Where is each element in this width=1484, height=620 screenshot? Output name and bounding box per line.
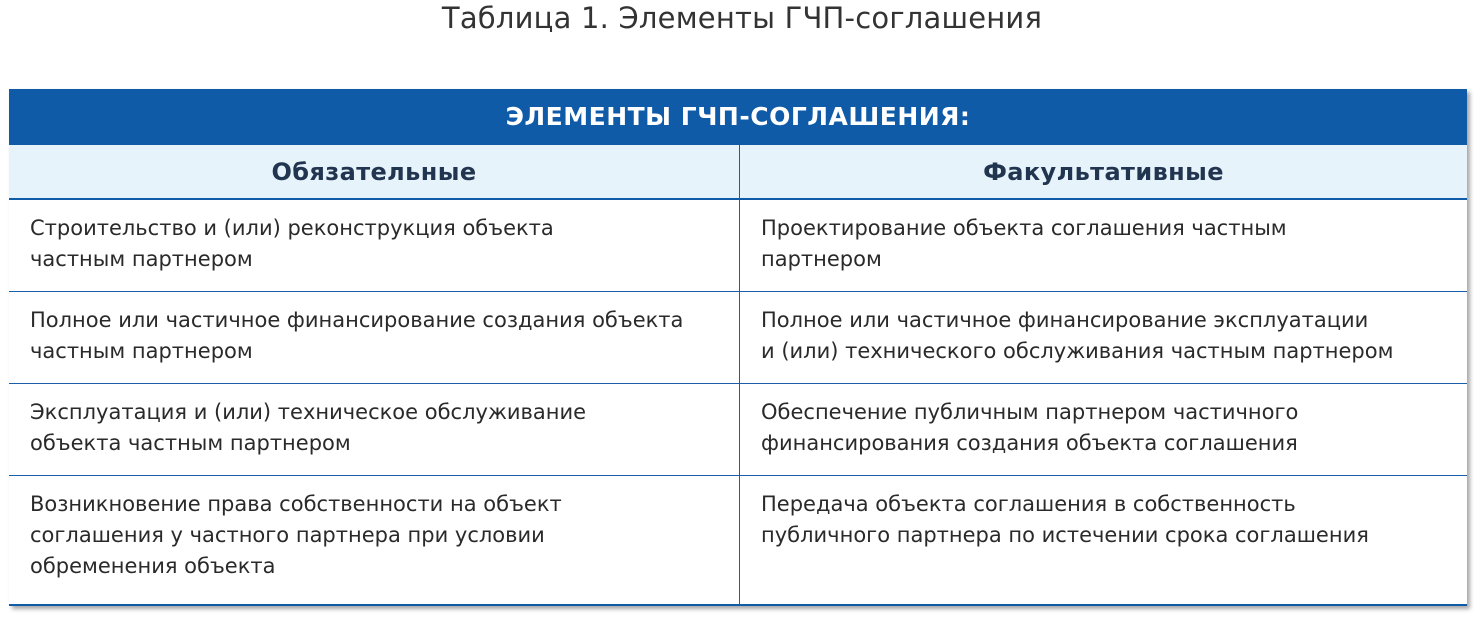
table-banner: ЭЛЕМЕНТЫ ГЧП-СОГЛАШЕНИЯ: [9,89,1467,145]
cell-text-line: Строительство и (или) реконструкция объекта [30,216,554,240]
table-cell-optional [740,292,1467,384]
table-cell-mandatory [9,292,740,384]
cell-text-line: Полное или частичное финансирование создания объекта [30,308,684,332]
cell-text-line: Полное или частичное финансирование эксплуатации [761,308,1369,332]
cell-text-line: соглашения у частного партнера при условии [30,523,545,547]
cell-text-line: и (или) технического обслуживания частным партнером [761,339,1394,363]
table-cell-optional [740,200,1467,292]
table-cell-mandatory [9,200,740,292]
cell-text-line: частным партнером [30,339,253,363]
cell-text-line: обременения объекта [30,554,276,578]
table-grid [9,145,1467,606]
cell-text-line: Обеспечение публичным партнером частичного [761,400,1299,424]
cell-text-line: объекта частным партнером [30,431,351,455]
column-header-optional: Факультативные [740,145,1467,200]
cell-text-line: Проектирование объекта соглашения частным [761,216,1287,240]
column-header-mandatory: Обязательные [9,145,740,200]
table-cell-optional [740,476,1467,606]
cell-text-line: Передача объекта соглашения в собственность [761,492,1296,516]
cell-text-line: частным партнером [30,247,253,271]
cell-text-line: Эксплуатация и (или) техническое обслуживание [30,400,587,424]
cell-text-line: финансирования создания объекта соглашения [761,431,1298,455]
table-caption: Таблица 1. Элементы ГЧП-соглашения [441,1,1043,35]
gchp-elements-table [9,89,1467,606]
cell-text-line: Возникновение права собственности на объект [30,492,562,516]
cell-text-line: публичного партнера по истечении срока соглашения [761,523,1369,547]
cell-text-line: партнером [761,247,882,271]
table-cell-optional [740,384,1467,476]
table-cell-mandatory [9,476,740,606]
table-cell-mandatory [9,384,740,476]
